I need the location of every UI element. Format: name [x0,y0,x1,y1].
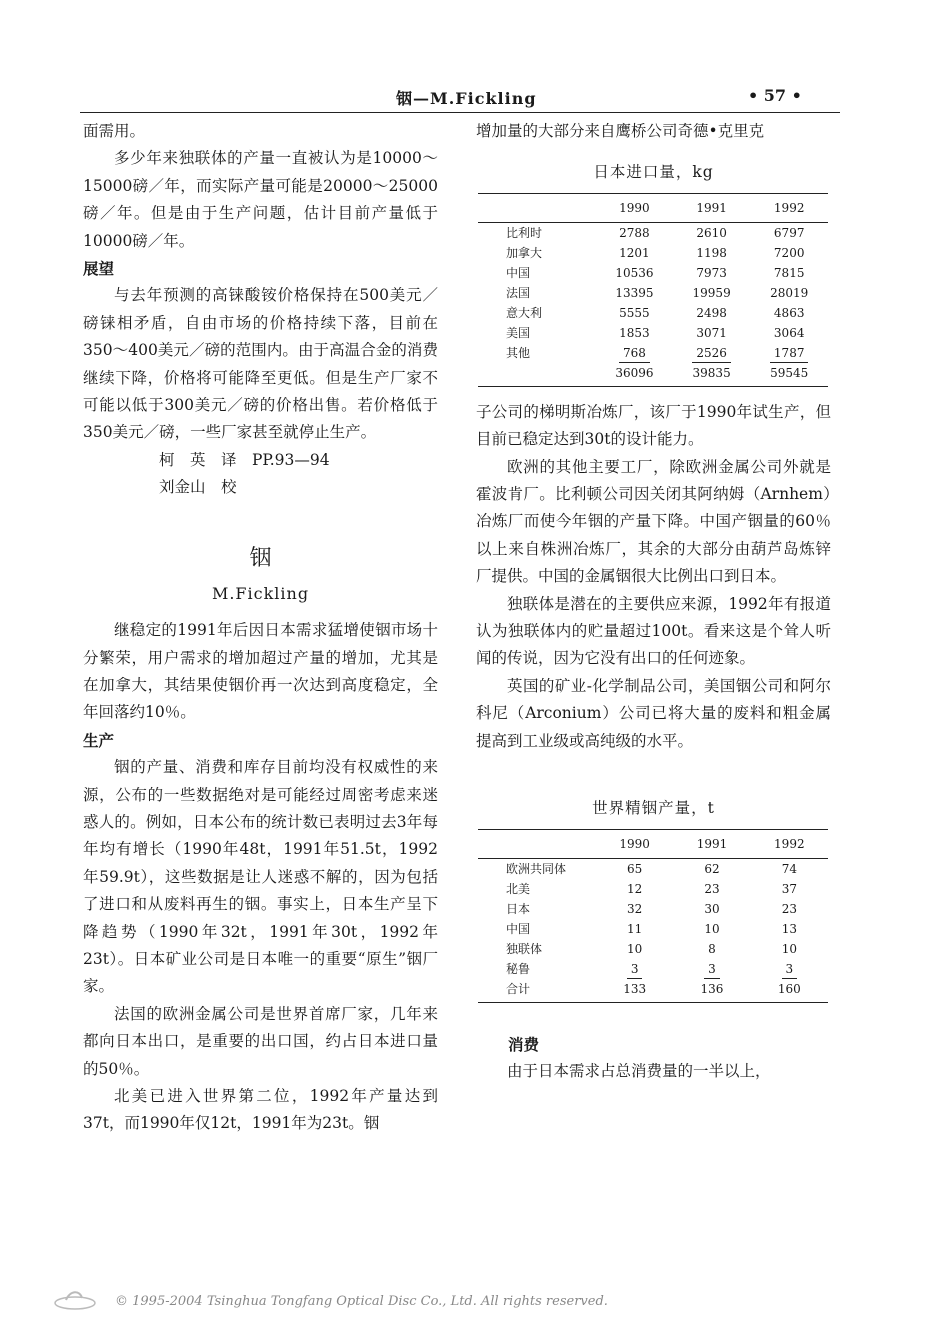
page-number: • 57 • [748,86,802,105]
paragraph: 独联体是潜在的主要供应来源，1992年有报道认为独联体内的贮量超过100t。看来这是个耸人听闻的传说，因为它没有出口的任何迹象。 [476,594,831,668]
table-header: 1990 [596,829,673,858]
table-row [478,283,828,303]
table-cell: 65 [627,861,643,876]
table-cell: 12 [627,881,643,896]
left-column [83,118,438,1138]
table-cell: 39835 [673,363,751,387]
article-title: 铟 [249,545,272,571]
running-header-title: 铟—M.Fickling [396,89,537,108]
table-header: 1991 [673,829,750,858]
section-heading-production: 生产 [83,730,115,750]
table-cell: 133 [596,979,673,1003]
table-row [478,323,828,343]
paragraph: 欧洲的其他主要工厂，除欧洲金属公司外就是霍波肯厂。比利顿公司因关闭其阿纳姆（Arnhem）冶炼厂而使今年铟的产量下降。中国产铟量的60％以上来自株洲冶炼厂，其余的大部分由葫芦岛炼锌厂提供。中国的金属铟很大比例出口到日本。 [476,457,831,586]
table-cell: 2788 [619,225,650,240]
table-cell: 1198 [696,245,727,260]
table-cell: 13 [781,921,797,936]
table-row [478,263,828,283]
table-cell [596,959,673,979]
paragraph: 铟的产量、消费和库存目前均没有权威性的来源，公布的一些数据绝对是可能经过周密考虑来迷惑人的。例如，日本公布的统计数已表明过去3年每年均有增长（1990年48t，1991年51.5t，1992年59.9t），这些数据是让人迷惑不解的，因为包括了进口和从废料再生的铟。事实上，日本生产呈下降趋势（1990年32t，1991年30t，1992年23t）。日本矿业公司是日本唯一的重要“原生”铟厂家。 [83,758,438,996]
table-cell: 32 [627,901,643,916]
table-cell: 6797 [773,225,805,240]
table-cell: 59545 [750,363,828,387]
row-label: 北美 [506,881,531,896]
section-heading-consumption: 消费 [508,1034,540,1054]
paragraph: 增加量的大部分来自鹰桥公司奇德•克里克 [476,122,765,140]
paragraph: 英国的矿业-化学制品公司，美国铟公司和阿尔科尼（Arconium）公司已将大量的废料和粗金属提高到工业级或高纯级的水平。 [476,676,831,750]
table-total-row [478,363,828,387]
table-cell: 13395 [615,285,654,300]
table-cell: 23 [781,901,797,916]
table-caption: 世界精铟产量，t [592,799,715,818]
table-cell: 74 [781,861,797,876]
row-label: 其他 [506,345,531,360]
table-cell: 2610 [696,225,727,240]
table-cell: 7973 [696,265,727,280]
world-production-table [478,829,828,1003]
row-label: 法国 [506,285,531,300]
paragraph: 继稳定的1991年后因日本需求猛增使铟市场十分繁荣，用户需求的增加超过产量的增加，尤其是在加拿大，其结果使铟价再一次达到高度稳定，全年回落约10％。 [83,621,438,722]
row-label: 欧洲共同体 [506,861,567,876]
table-row [478,899,828,919]
table-cell [596,343,673,363]
cell-value: 768 [619,344,650,363]
table-cell: 37 [781,881,797,896]
cell-value: 1787 [770,344,809,363]
row-label: 秘鲁 [506,961,531,976]
table-cell: 62 [704,861,720,876]
table-row [478,222,828,243]
japan-imports-table [478,193,828,387]
table-cell: 36096 [596,363,673,387]
table-row [478,879,828,899]
table-caption: 日本进口量，kg [593,163,714,182]
table-header-blank [478,829,596,858]
table-cell: 19959 [692,285,731,300]
table-cell: 23 [704,881,720,896]
table-row [478,919,828,939]
table-cell: 1201 [619,245,650,260]
table-cell: 3071 [696,325,727,340]
table-row [478,959,828,979]
table-cell: 1853 [619,325,650,340]
table-header: 1991 [673,193,751,222]
paragraph: 法国的欧洲金属公司是世界首席厂家，几年来都向日本出口，是重要的出口国，约占日本进口量的50％。 [83,1004,438,1078]
table-header: 1992 [750,193,828,222]
cell-value: 3 [704,960,720,979]
table-header: 1992 [751,829,828,858]
table-cell: 136 [673,979,750,1003]
cell-value: 2526 [692,344,731,363]
table-row [478,939,828,959]
copyright-footer: © 1995-2004 Tsinghua Tongfang Optical Disc Co., Ltd. All rights reserved. [115,1294,608,1309]
section-heading-outlook: 展望 [83,259,115,279]
table-cell [673,959,750,979]
header-rule [80,112,840,113]
row-label: 意大利 [506,305,543,320]
table-cell: 10 [627,941,643,956]
table-cell [673,343,751,363]
table-total-row [478,979,828,1003]
table-cell: 2498 [696,305,727,320]
paragraph: 面需用。 [83,122,146,140]
table-cell: 7815 [773,265,805,280]
paragraph: 多少年来独联体的产量一直被认为是10000～15000磅／年，而实际产量可能是20000～25000磅／年。但是由于生产问题，估计目前产量低于10000磅／年。 [83,149,438,250]
table-cell [751,959,828,979]
paragraph: 与去年预测的高铼酸铵价格保持在500美元／磅铼相矛盾，自由市场的价格持续下落，目前在350～400美元／磅的范围内。由于高温合金的消费继续下降，价格将可能降至更低。但是生产厂家不可能以低于300美元／磅的价格出售。若价格低于350美元／磅，一些厂家甚至就停止生产。 [83,286,438,442]
row-label: 中国 [506,921,531,936]
table-cell: 5555 [619,305,650,320]
table-cell: 30 [704,901,720,916]
table-cell: 3064 [773,325,805,340]
cell-value: 3 [627,960,643,979]
table-cell: 10 [781,941,797,956]
right-column [476,118,831,1085]
row-label: 加拿大 [506,245,543,260]
row-label: 日本 [506,901,531,916]
table-row [478,243,828,263]
table-cell: 8 [708,941,716,956]
table-cell: 7200 [773,245,805,260]
row-label: 美国 [506,325,531,340]
publisher-logo-icon [52,1286,98,1312]
table-row [478,303,828,323]
table-cell [750,343,828,363]
table-cell: 10536 [615,265,654,280]
row-label: 合计 [478,979,596,1003]
row-label-blank [478,363,596,387]
table-header-blank [478,193,596,222]
row-label: 比利时 [506,225,543,240]
table-cell: 160 [751,979,828,1003]
table-cell: 10 [704,921,720,936]
row-label: 独联体 [506,941,543,956]
table-cell: 4863 [773,305,805,320]
table-header: 1990 [596,193,673,222]
reviewer-credit: 刘金山 校 [159,478,237,497]
table-row [478,858,828,879]
table-row [478,343,828,363]
paragraph: 由于日本需求占总消费量的一半以上， [507,1061,771,1080]
paragraph: 北美已进入世界第二位，1992年产量达到37t，而1990年仅12t，1991年为23t。铟 [83,1087,438,1133]
table-cell: 11 [627,921,643,936]
article-author: M.Fickling [211,583,310,603]
cell-value: 3 [782,960,798,979]
translator-credit: 柯 英 译 PP.93—94 [159,450,330,469]
paragraph: 子公司的梯明斯冶炼厂，该厂于1990年试生产，但目前已稳定达到30t的设计能力。 [476,402,831,449]
table-cell: 28019 [770,285,809,300]
row-label: 中国 [506,265,531,280]
